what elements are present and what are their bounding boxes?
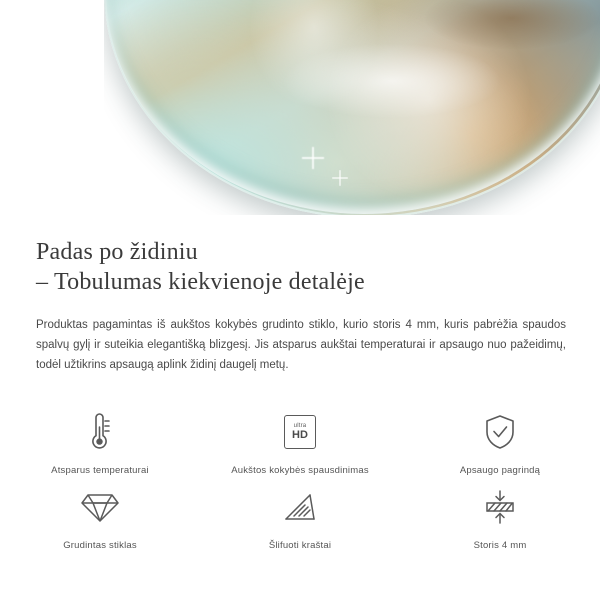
hero-image bbox=[0, 0, 600, 215]
content-area bbox=[0, 215, 600, 551]
feature-label: Apsaugo pagrindą bbox=[459, 465, 541, 476]
polished-edges-icon bbox=[280, 484, 320, 530]
ultra-hd-bottom-label: HD bbox=[292, 429, 308, 441]
hero-left-margin bbox=[0, 0, 104, 215]
feature-row-bottom bbox=[0, 476, 600, 551]
feature-label: Grudintas stiklas bbox=[63, 540, 137, 551]
shield-check-icon bbox=[481, 409, 519, 455]
ultra-hd-top-label: ultra bbox=[293, 423, 307, 429]
page-title bbox=[36, 237, 576, 297]
headline-line-2: – Tobulumas kiekvienoje detalėje bbox=[36, 269, 365, 295]
feature-high-quality-print bbox=[200, 401, 400, 476]
marble-glass-disc-icon bbox=[104, 0, 600, 215]
feature-label: Aukštos kokybės spausdinimas bbox=[231, 465, 369, 476]
feature-polished-edges bbox=[200, 476, 400, 551]
ultra-hd-icon bbox=[284, 409, 316, 455]
headline-line-1: Padas po židiniu bbox=[36, 239, 198, 265]
feature-grid bbox=[0, 401, 600, 551]
feature-label: Šlifuoti kraštai bbox=[268, 540, 332, 551]
thermometer-icon bbox=[82, 409, 118, 455]
feature-label: Storis 4 mm bbox=[473, 540, 527, 551]
feature-label: Atsparus temperaturai bbox=[51, 465, 149, 476]
feature-thickness bbox=[400, 476, 600, 551]
description-paragraph: Produktas pagamintas iš aukštos kokybės grudinto stiklo, kurio storis 4 mm, kuris pabrėžia spaudos spalvų gylį ir suteikia elegantišką blizgesį. Jis atsparus aukštai temperaturai ir apsaugo nuo pažeidimų, todėl užtikrins apsaugą aplink židinį daugelį metų. bbox=[36, 319, 566, 371]
feature-tempered-glass bbox=[0, 476, 200, 551]
feature-protects-surface bbox=[400, 401, 600, 476]
feature-row-top bbox=[0, 401, 600, 476]
diamond-icon bbox=[80, 484, 120, 530]
thickness-icon bbox=[480, 484, 520, 530]
feature-temperature-resistant bbox=[0, 401, 200, 476]
